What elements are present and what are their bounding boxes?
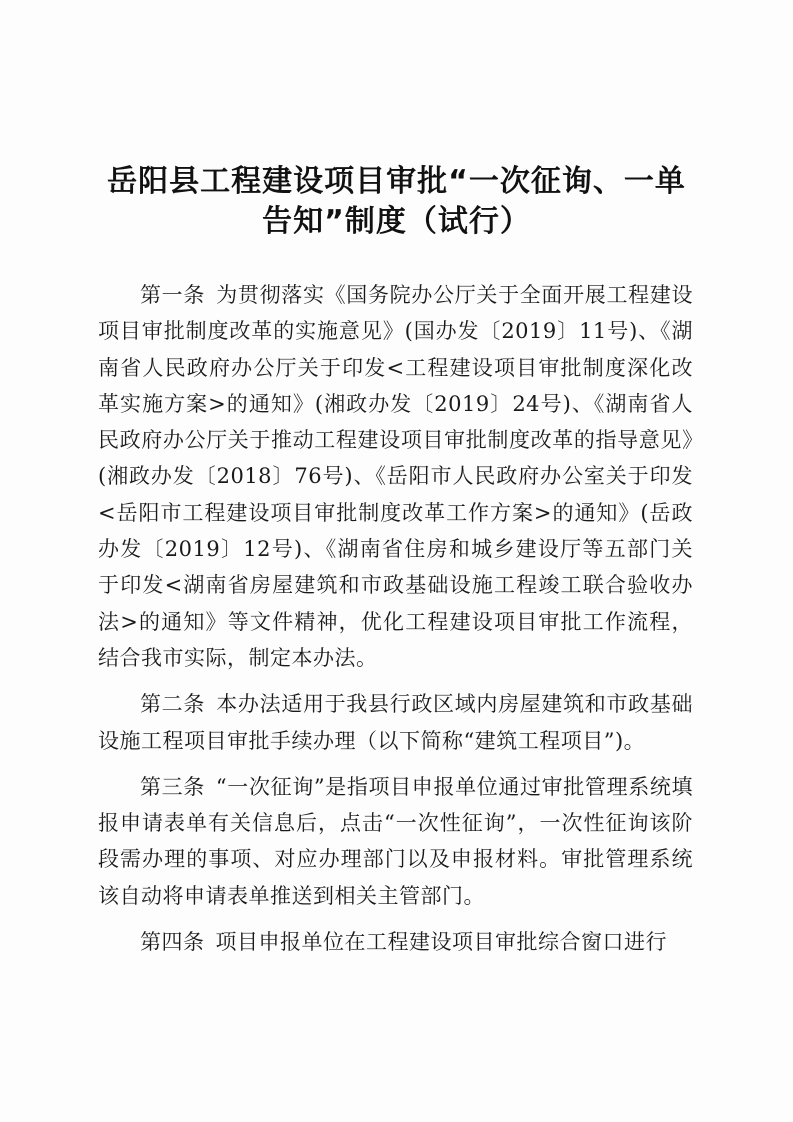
article-2: [98, 686, 693, 759]
document-title-line-2: 告知”制度（试行）: [262, 204, 531, 239]
article-1-text: 为贯彻落实《国务院办公厅关于全面开展工程建设项目审批制度改革的实施意见》(国办发〔2019〕11号)、《湖南省人民政府办公厅关于印发<工程建设项目审批制度深化改革实施方案>的通知》(湘政办发〔2019〕24号)、《湖南省人民政府办公厅关于推动工程建设项目审批制度改革的指导意见》(湘政办发〔2018〕76号)、《岳阳市人民政府办公室关于印发<岳阳市工程建设项目审批制度改革工作方案>的通知》(岳政办发〔2019〕12号)、《湖南省住房和城乡建设厅等五部门关于印发<湖南省房屋建筑和市政基础设施工程竣工联合验收办法>的通知》等文件精神，优化工程建设项目审批工作流程，结合我市实际，制定本办法。: [98, 283, 694, 670]
article-3-label: 第三条: [140, 774, 205, 799]
article-3-text: “一次征询”是指项目申报单位通过审批管理系统填报申请表单有关信息后，点击“一次性征询”，一次性征询该阶段需办理的事项、对应办理部门以及申报材料。审批管理系统该自动将申请表单推送到相关主管部门。: [98, 774, 693, 908]
article-1: [98, 277, 693, 676]
article-4: [98, 924, 693, 960]
article-1-label: 第一条: [140, 283, 206, 307]
article-4-label: 第四条: [140, 930, 205, 955]
article-2-text: 本办法适用于我县行政区域内房屋建筑和市政基础设施工程项目审批手续办理（以下简称“建筑工程项目”)。: [98, 692, 694, 753]
article-3: [98, 769, 693, 914]
article-4-text: 项目申报单位在工程建设项目审批综合窗口进行: [215, 930, 667, 955]
document-title-line-1: 岳阳县工程建设项目审批“一次征询、一单: [107, 164, 686, 199]
article-2-label: 第二条: [140, 692, 206, 717]
document-body: [98, 277, 693, 960]
